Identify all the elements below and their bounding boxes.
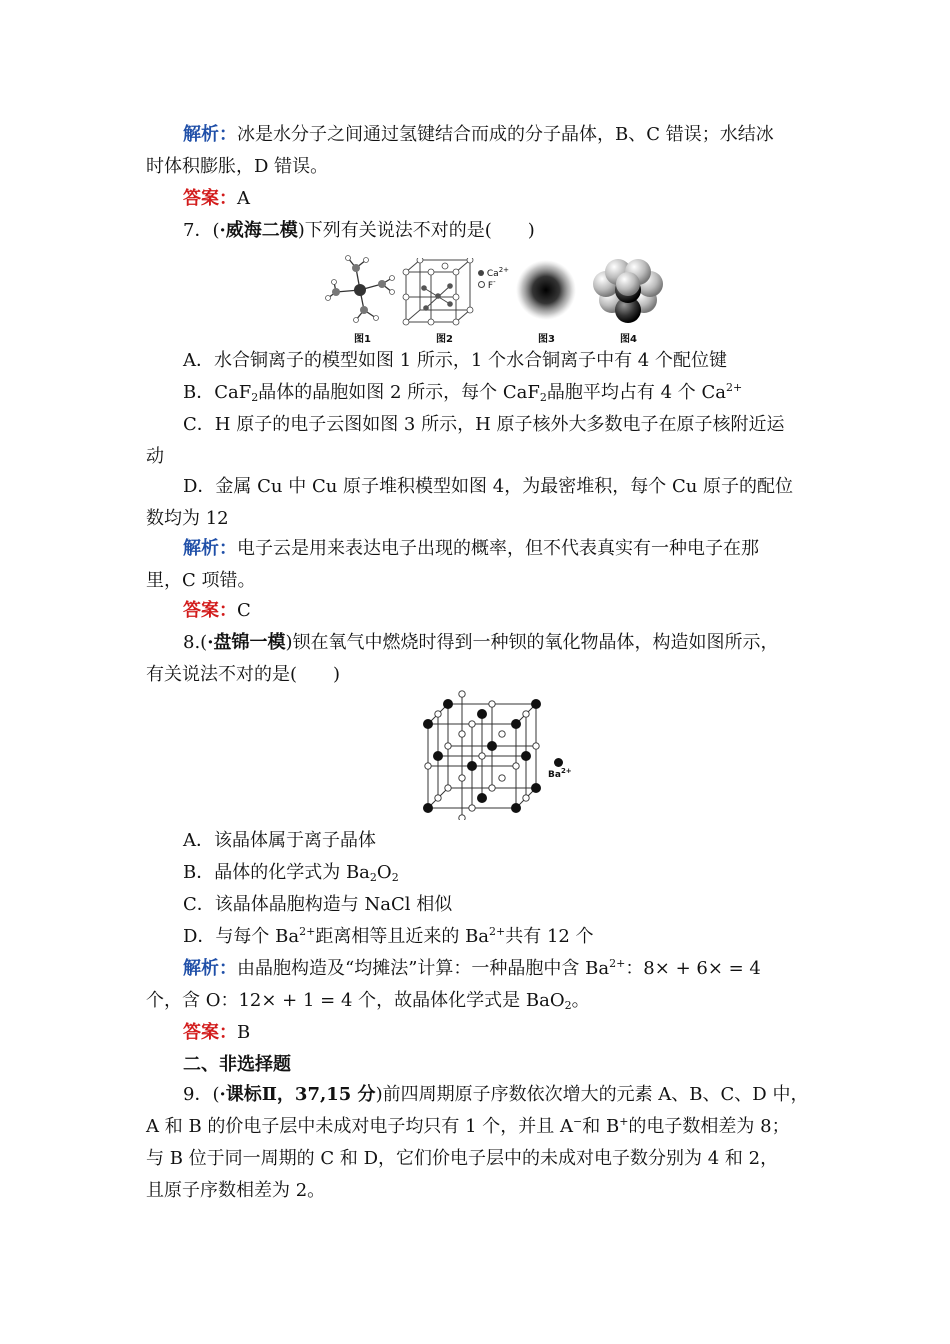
analysis-label: 解析：: [183, 958, 237, 979]
q9-stem-line2: A 和 B 的价电子层中未成对电子均只有 1 个，并且 A−和 B+的电子数相差为 8；: [146, 1115, 790, 1137]
q9-stem-line3: 与 B 位于同一周期的 C 和 D，它们价电子层中的未成对电子数分别为 4 和 2，: [146, 1148, 779, 1169]
q8-option-c: C．该晶体晶胞构造与 NaCl 相似: [183, 894, 453, 915]
q7-option-b: B．CaF$_2$晶体的晶胞如图 2 所示，每个 CaF$_2$晶胞平均占有 4 个 $Ca^{2+}$: [183, 381, 743, 404]
q6-answer: 答案：A: [183, 188, 250, 209]
section-heading: 二、非选择题: [183, 1054, 291, 1075]
q7-analysis-line2: 里，C 项错。: [146, 570, 256, 591]
q8-stem-line1: 8.(·盘锦一模)钡在氧气中燃烧时得到一种钡的氧化物晶体，构造如图所示，: [183, 632, 779, 653]
answer-label: 答案：: [183, 1022, 237, 1043]
q7-option-a: A．水合铜离子的模型如图 1 所示，1 个水合铜离子中有 4 个配位键: [183, 350, 727, 371]
q7-answer: 答案：C: [183, 600, 251, 621]
figure-4-close-packing: [590, 254, 666, 326]
ba-legend-label: $Ba^{2+}$: [548, 767, 572, 780]
q8-option-a: A．该晶体属于离子晶体: [183, 830, 376, 851]
q7-option-c-line1: C．H 原子的电子云图如图 3 所示，H 原子核外大多数电子在原子核附近运: [183, 414, 785, 435]
q8-analysis-line2: 个，含 O：12× + 1 = 4 个，故晶体化学式是 BaO$_2$。: [146, 990, 590, 1012]
analysis-label: 解析：: [183, 124, 237, 145]
q8-source: ·盘锦一模: [207, 632, 286, 653]
q7-analysis-line1: 解析：电子云是用来表达电子出现的概率，但不代表真实有一种电子在那: [183, 538, 759, 559]
figure-2-caption: 图2: [436, 334, 453, 345]
figure-1-caption: 图1: [354, 334, 371, 345]
figure-2-caf2-cell: [402, 258, 476, 326]
figure-3-caption: 图3: [538, 334, 555, 345]
q9-source: ·课标Ⅱ，37,15 分: [219, 1084, 376, 1105]
q7-stem: 7．(·威海二模)下列有关说法不对的是( ): [183, 220, 535, 241]
bao2-unit-cell: [418, 690, 548, 820]
q7-source: ·威海二模: [219, 220, 298, 241]
q7-option-d-line2: 数均为 12: [146, 508, 229, 529]
q8-option-d: D．与每个 $Ba^{2+}$距离相等且近来的 $Ba^{2+}$共有 12 个: [183, 925, 594, 947]
q8-analysis-line1: 解析：由晶胞构造及“均摊法”计算：一种晶胞中含 $Ba^{2+}$：8× + 6× = 4: [183, 957, 761, 979]
f-legend-dot: [478, 281, 485, 288]
analysis-label: 解析：: [183, 538, 237, 559]
ca-legend-dot: [478, 270, 484, 276]
q6-analysis-line1: 解析：冰是水分子之间通过氢键结合而成的分子晶体，B、C 错误；水结冰: [183, 124, 774, 145]
q8-option-b: B．晶体的化学式为 $Ba_2O_2$: [183, 862, 399, 884]
q7-figures: [322, 254, 672, 344]
q9-stem-line1: 9．(·课标Ⅱ，37,15 分)前四周期原子序数依次增大的元素 A、B、C、D 中，: [183, 1084, 809, 1105]
q7-option-d-line1: D．金属 Cu 中 Cu 原子堆积模型如图 4，为最密堆积，每个 Cu 原子的配位: [183, 476, 794, 497]
q8-stem-line2: 有关说法不对的是( ): [146, 664, 341, 685]
figure-3-electron-cloud: [514, 258, 578, 322]
q9-stem-line4: 且原子序数相差为 2。: [146, 1180, 326, 1201]
q8-answer: 答案：B: [183, 1022, 251, 1043]
answer-label: 答案：: [183, 188, 237, 209]
figure-1-model: [322, 254, 402, 326]
ba-legend-dot: [554, 758, 563, 767]
q6-analysis-line2: 时体积膨胀，D 错误。: [146, 156, 329, 177]
q7-option-c-line2: 动: [146, 446, 164, 467]
figure-4-caption: 图4: [620, 334, 637, 345]
answer-label: 答案：: [183, 600, 237, 621]
q8-bao2-cell-figure: [418, 690, 578, 820]
figure-2-legend: $Ca^{2+}$ F-: [478, 268, 509, 292]
